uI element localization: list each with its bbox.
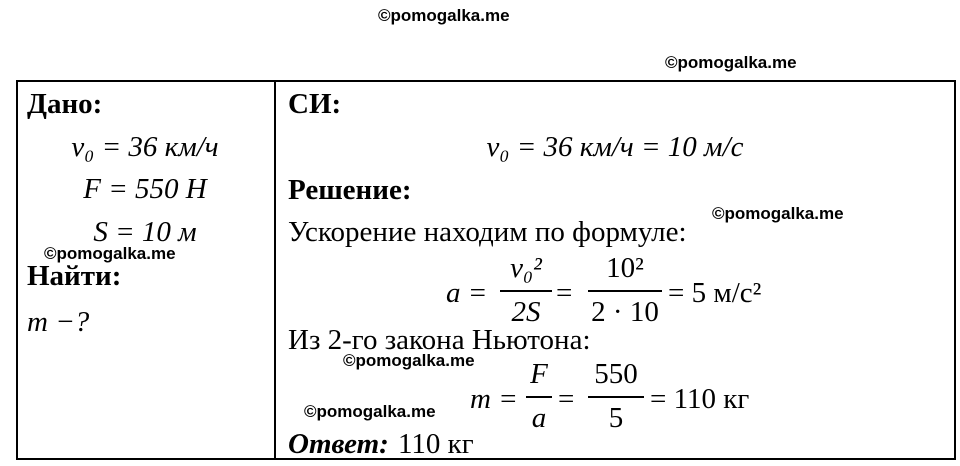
watermark-bottom-left: ©pomogalka.me — [304, 402, 436, 421]
mass-frac2-bar — [588, 396, 644, 398]
accel-frac2-den: 2 · 10 — [591, 296, 659, 328]
given-distance: S = 10 м — [93, 216, 197, 248]
mass-frac1-den: a — [531, 402, 547, 434]
accel-frac1-bar — [500, 290, 552, 292]
accel-frac1-den: 2S — [511, 296, 541, 328]
given-heading: Дано: — [27, 88, 103, 120]
answer-label: Ответ: — [288, 428, 389, 460]
watermark-top: ©pomogalka.me — [378, 6, 510, 25]
accel-frac2-bar — [588, 290, 662, 292]
solution-heading: Решение: — [288, 174, 412, 206]
accel-result: = 5 м/с² — [668, 277, 762, 309]
si-heading: СИ: — [288, 88, 342, 120]
find-target: m −? — [27, 306, 90, 338]
mass-frac2-num: 550 — [594, 358, 638, 390]
given-force: F = 550 Н — [83, 173, 207, 205]
accel-frac2-num: 10² — [606, 252, 644, 284]
watermark-left: ©pomogalka.me — [44, 244, 176, 263]
accel-lhs: a = — [446, 277, 488, 309]
watermark-lower-mid: ©pomogalka.me — [343, 351, 475, 370]
answer-value: 110 кг — [398, 428, 474, 460]
si-conversion: v₀ = 36 км/ч = 10 м/с — [486, 131, 744, 163]
mass-frac1-num: F — [530, 358, 548, 390]
find-heading: Найти: — [27, 260, 122, 292]
watermark-mid: ©pomogalka.me — [712, 204, 844, 223]
mass-lhs: m = — [470, 383, 518, 415]
column-divider — [274, 80, 276, 460]
solution-line1: Ускорение находим по формуле: — [288, 216, 687, 248]
accel-eq: = — [556, 277, 573, 309]
given-v0: v₀ = 36 км/ч — [71, 131, 219, 163]
mass-frac1-bar — [526, 396, 552, 398]
watermark-right: ©pomogalka.me — [665, 53, 797, 72]
mass-frac2-den: 5 — [608, 402, 624, 434]
accel-frac1-num: v₀² — [510, 252, 542, 284]
mass-eq: = — [558, 383, 575, 415]
solution-line2: Из 2-го закона Ньютона: — [288, 324, 591, 356]
mass-result: = 110 кг — [650, 383, 750, 415]
